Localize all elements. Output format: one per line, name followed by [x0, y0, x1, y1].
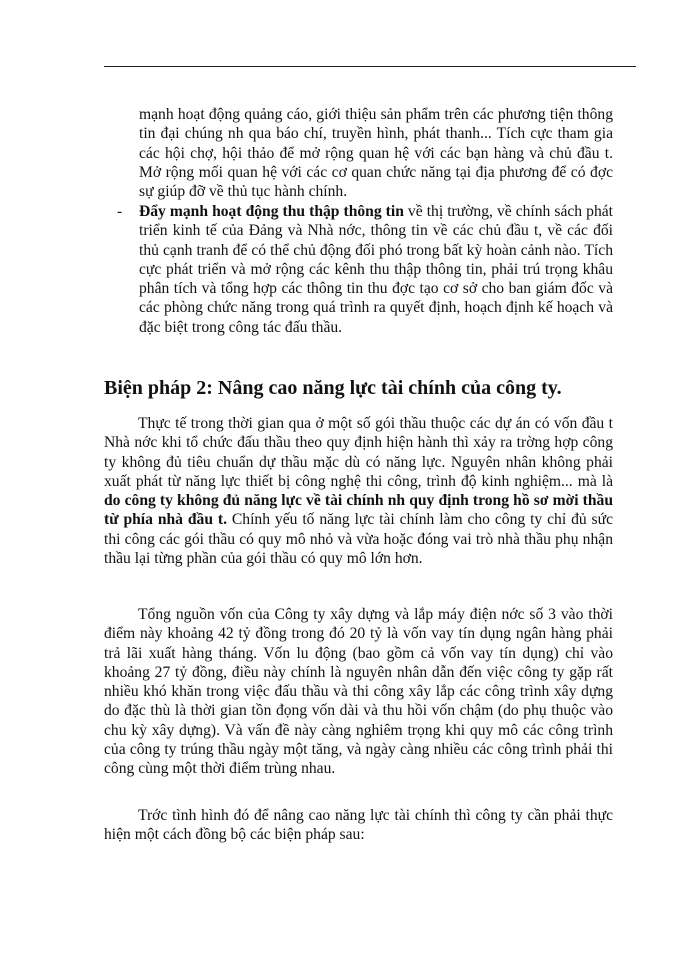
paragraph-3 — [104, 806, 613, 845]
section-heading: Biện pháp 2: Nâng cao năng lực tài chính của công ty. — [104, 377, 562, 399]
paragraph-2-text: Tổng nguồn vốn của Công ty xây dựng và lắp máy điện nớc số 3 vào thời điểm này khoảng 42 tỷ đồng trong đó 20 tỷ là vốn vay tín dụng ngân hàng phải trả lãi xuất hàng tháng. Vốn lu động (bao gồm cả vốn vay tín dụng) chỉ vào khoảng 27 tỷ đồng, điều này chính là nguyên nhân dẫn đến việc công ty gặp rất nhiều khó khăn trong việc đấu thầu và thi công xây lắp các công trình xây dựng do đặc thù là thời gian tồn đọng vốn dài và thu hồi vốn chậm (do phụ thuộc vào chu kỳ xây dựng). Và vấn đề này càng nghiêm trọng khi quy mô các công trình của công ty trúng thầu ngày một tăng, và ngày càng nhiều các công trình phải thi công cùng một thời điểm trùng nhau. — [104, 606, 613, 778]
paragraph-1-part1: Thực tế trong thời gian qua ở một số gói thầu thuộc các dự án có vốn đầu t Nhà nớc khi tổ chức đấu thầu theo quy định hiện hành thì xảy ra trờng hợp công ty không đủ tiêu chuẩn dự thầu mặc dù có năng lực. Nguyên nhân không phải xuất phát từ năng lực thiết bị công nghệ thi công, trình độ kinh nghiệm... mà là — [104, 415, 613, 490]
paragraph-3-text: Trớc tình hình đó để nâng cao năng lực tài chính thì công ty cần phải thực hiện một cách đồng bộ các biện pháp sau: — [104, 807, 613, 844]
paragraph-1-bold: do công ty không đủ năng lực về tài chính nh quy định trong hồ sơ mời thầu từ phía nhà đầu t. — [104, 492, 613, 529]
paragraph-1 — [104, 414, 613, 568]
continuation-text: mạnh hoạt động quảng cáo, giới thiệu sản phẩm trên các phương tiện thông tin đại chúng nh qua báo chí, truyền hình, phát thanh... Tích cực tham gia các hội chợ, hội thảo để mở rộng quan hệ với các bạn hàng và chủ đầu t. Mở rộng mối quan hệ với các cơ quan chức năng tại địa phương để có đợc sự giúp đỡ về thủ tục hành chính. — [139, 106, 613, 201]
bullet-marker: - — [117, 203, 123, 220]
bullet-bold-lead: Đẩy mạnh hoạt động thu thập thông tin — [139, 203, 404, 220]
paragraph-2 — [104, 605, 613, 779]
paragraph-1-part2: Chính yếu tố năng lực tài chính làm cho công ty chỉ đủ sức thi công các gói thầu có quy mô nhỏ và vừa hoặc đóng vai trò nhà thầu phụ nhận thầu lại từng phần của gói thầu có quy mô lớn hơn. — [104, 511, 613, 568]
bullet-body — [139, 202, 613, 337]
header-rule — [104, 66, 636, 67]
continuation-paragraph — [139, 105, 613, 201]
bullet-text: về thị trường, về chính sách phát triển kinh tế của Đảng và Nhà nớc, thông tin về các chủ đầu t, về các đối thủ cạnh tranh để có thể chủ động đối phó trong bất kỳ hoàn cảnh nào. Tích cực phát triển và mở rộng các kênh thu thập thông tin, phải trú trọng khâu phân tích và tổng hợp các thông tin thu đợc tạo cơ sở cho ban giám đốc và các phòng chức năng trong quá trình ra quyết định, hoạch định kế hoạch và đặc biệt trong công tác đấu thầu. — [139, 203, 613, 336]
paragraph-1-text — [104, 414, 613, 568]
bullet-item — [117, 202, 613, 337]
